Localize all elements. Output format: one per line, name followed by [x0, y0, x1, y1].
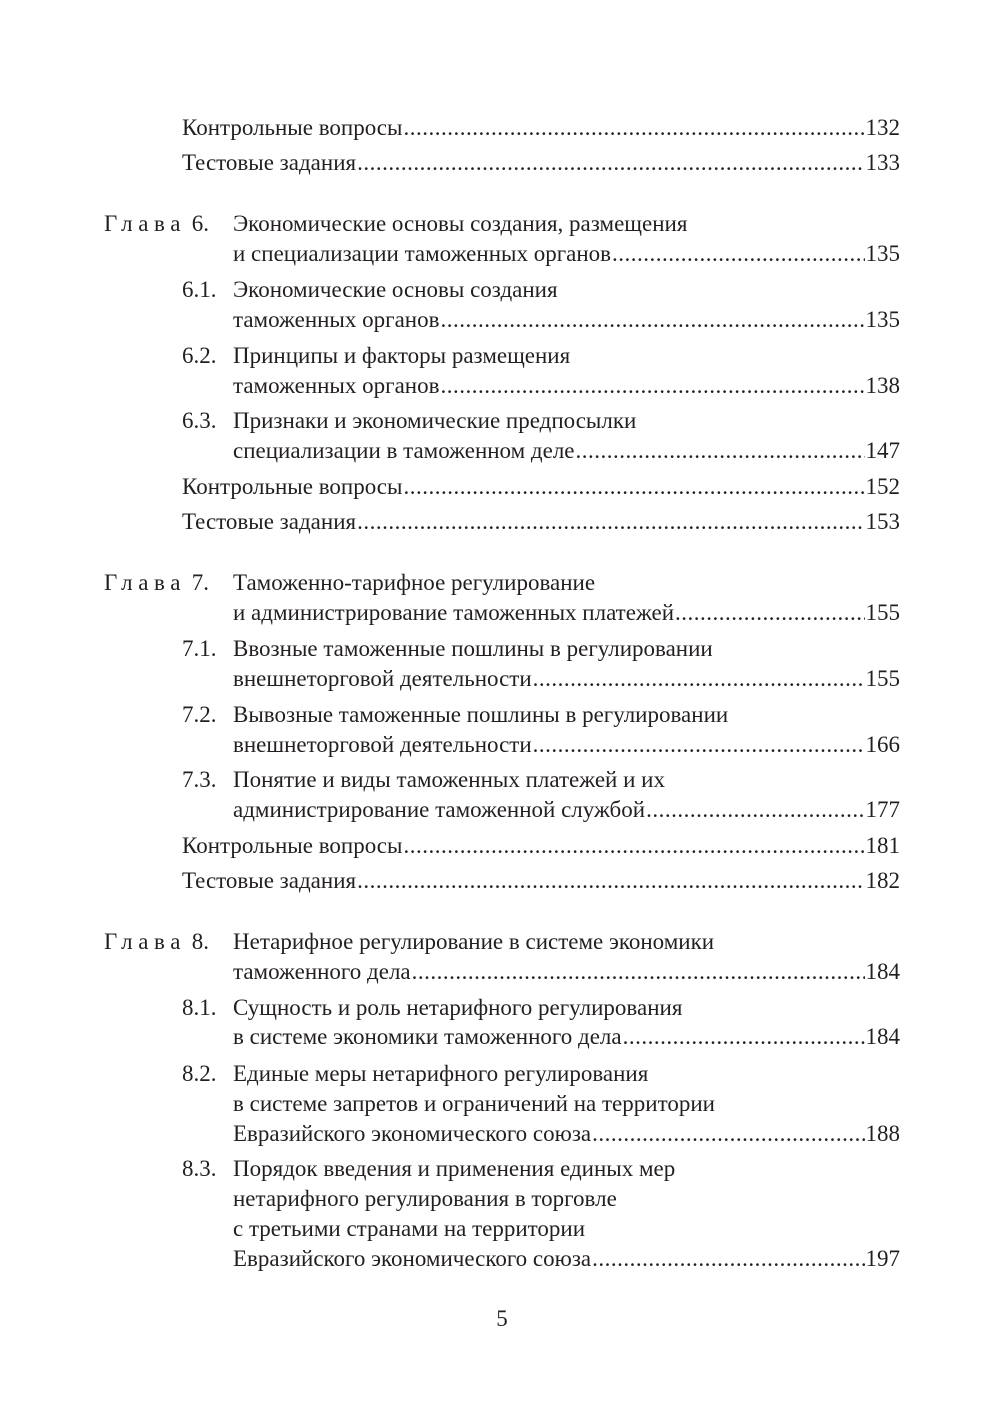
section-title-line: с третьими странами на территории [233, 1216, 586, 1241]
dot-leader [675, 598, 864, 628]
section-title-line: Вывозные таможенные пошлины в регулировании [233, 702, 729, 727]
entry-title: Тестовые задания [182, 509, 357, 534]
entry-page: 177 [865, 797, 900, 822]
section-entry[interactable] [233, 305, 900, 335]
entry-title: Тестовые задания [182, 150, 357, 175]
dot-leader [440, 305, 864, 335]
dot-leader [646, 795, 864, 825]
toc-entry[interactable] [182, 472, 900, 502]
section-number: 8.3. [182, 1156, 217, 1181]
chapter-title-line: Таможенно-тарифное регулирование [233, 570, 596, 595]
section-number: 6.1. [182, 277, 217, 302]
section-entry[interactable] [233, 795, 900, 825]
entry-title: таможенных органов [233, 373, 440, 398]
entry-page: 155 [865, 666, 900, 691]
section-entry[interactable] [233, 1119, 900, 1149]
section-title-line: Единые меры нетарифного регулирования [233, 1061, 649, 1086]
dot-leader [623, 1022, 865, 1052]
entry-title: в системе экономики таможенного дела [233, 1024, 622, 1049]
chapter-title-line: Экономические основы создания, размещения [233, 211, 688, 236]
entry-page: 138 [865, 373, 900, 398]
entry-title: внешнеторговой деятельности [233, 732, 532, 757]
entry-page: 184 [865, 959, 900, 984]
section-number: 8.2. [182, 1061, 217, 1086]
entry-title: таможенного дела [233, 959, 411, 984]
dot-leader [403, 113, 864, 143]
entry-page: 197 [865, 1246, 900, 1271]
section-entry[interactable] [233, 371, 900, 401]
dot-leader [357, 507, 864, 537]
section-entry[interactable] [233, 730, 900, 760]
section-title-line: Ввозные таможенные пошлины в регулировании [233, 636, 713, 661]
entry-title: Евразийского экономического союза [233, 1246, 592, 1271]
section-title-line: Принципы и факторы размещения [233, 343, 571, 368]
entry-title: Контрольные вопросы [182, 115, 403, 140]
section-number: 6.2. [182, 343, 217, 368]
section-entry[interactable] [233, 664, 900, 694]
entry-page: 184 [865, 1024, 900, 1049]
section-title-line: Порядок введения и применения единых мер [233, 1156, 676, 1181]
toc-entry[interactable] [182, 831, 900, 861]
section-title-line: в системе запретов и ограничений на территории [233, 1091, 715, 1116]
section-entry[interactable] [233, 1022, 900, 1052]
entry-page: 135 [865, 241, 900, 266]
entry-title: Контрольные вопросы [182, 833, 403, 858]
toc-entry[interactable] [182, 507, 900, 537]
dot-leader [403, 831, 864, 861]
section-title-line: Признаки и экономические предпосылки [233, 408, 637, 433]
dot-leader [440, 371, 864, 401]
section-number: 6.3. [182, 408, 217, 433]
entry-title: и администрирование таможенных платежей [233, 600, 675, 625]
dot-leader [533, 730, 865, 760]
entry-title: Евразийского экономического союза [233, 1121, 592, 1146]
entry-title: и специализации таможенных органов [233, 241, 612, 266]
entry-title: таможенных органов [233, 307, 440, 332]
section-number: 7.1. [182, 636, 217, 661]
section-title-line: Сущность и роль нетарифного регулирования [233, 995, 683, 1020]
dot-leader [412, 957, 865, 987]
section-entry[interactable] [233, 436, 900, 466]
dot-leader [592, 1119, 864, 1149]
entry-title: администрирование таможенной службой [233, 797, 646, 822]
dot-leader [533, 664, 865, 694]
section-title-line: нетарифного регулирования в торговле [233, 1186, 617, 1211]
entry-page: 133 [865, 150, 900, 175]
entry-page: 152 [865, 474, 900, 499]
section-number: 8.1. [182, 995, 217, 1020]
section-title-line: Понятие и виды таможенных платежей и их [233, 767, 665, 792]
entry-page: 135 [865, 307, 900, 332]
entry-page: 188 [865, 1121, 900, 1146]
chapter-entry-7[interactable] [233, 598, 900, 628]
chapter-entry-8[interactable] [233, 957, 900, 987]
chapter-entry-6[interactable] [233, 239, 900, 269]
toc-entry[interactable] [182, 113, 900, 143]
dot-leader [612, 239, 864, 269]
entry-page: 132 [865, 115, 900, 140]
dot-leader [592, 1244, 864, 1274]
page-number: 5 [496, 1306, 508, 1331]
section-number: 7.3. [182, 767, 217, 792]
dot-leader [576, 436, 865, 466]
section-number: 7.2. [182, 702, 217, 727]
chapter-label: Глава 6. [104, 211, 210, 236]
dot-leader [357, 148, 864, 178]
entry-page: 182 [865, 868, 900, 893]
chapter-title-line: Нетарифное регулирование в системе экономики [233, 929, 715, 954]
dot-leader [357, 866, 864, 896]
section-title-line: Экономические основы создания [233, 277, 558, 302]
entry-page: 166 [865, 732, 900, 757]
entry-page: 155 [865, 600, 900, 625]
dot-leader [403, 472, 864, 502]
entry-page: 153 [865, 509, 900, 534]
entry-title: Контрольные вопросы [182, 474, 403, 499]
chapter-label: Глава 7. [104, 570, 210, 595]
entry-title: специализации в таможенном деле [233, 438, 575, 463]
section-entry[interactable] [233, 1244, 900, 1274]
toc-entry[interactable] [182, 148, 900, 178]
toc-entry[interactable] [182, 866, 900, 896]
entry-page: 181 [865, 833, 900, 858]
chapter-label: Глава 8. [104, 929, 210, 954]
entry-page: 147 [865, 438, 900, 463]
entry-title: внешнеторговой деятельности [233, 666, 532, 691]
entry-title: Тестовые задания [182, 868, 357, 893]
